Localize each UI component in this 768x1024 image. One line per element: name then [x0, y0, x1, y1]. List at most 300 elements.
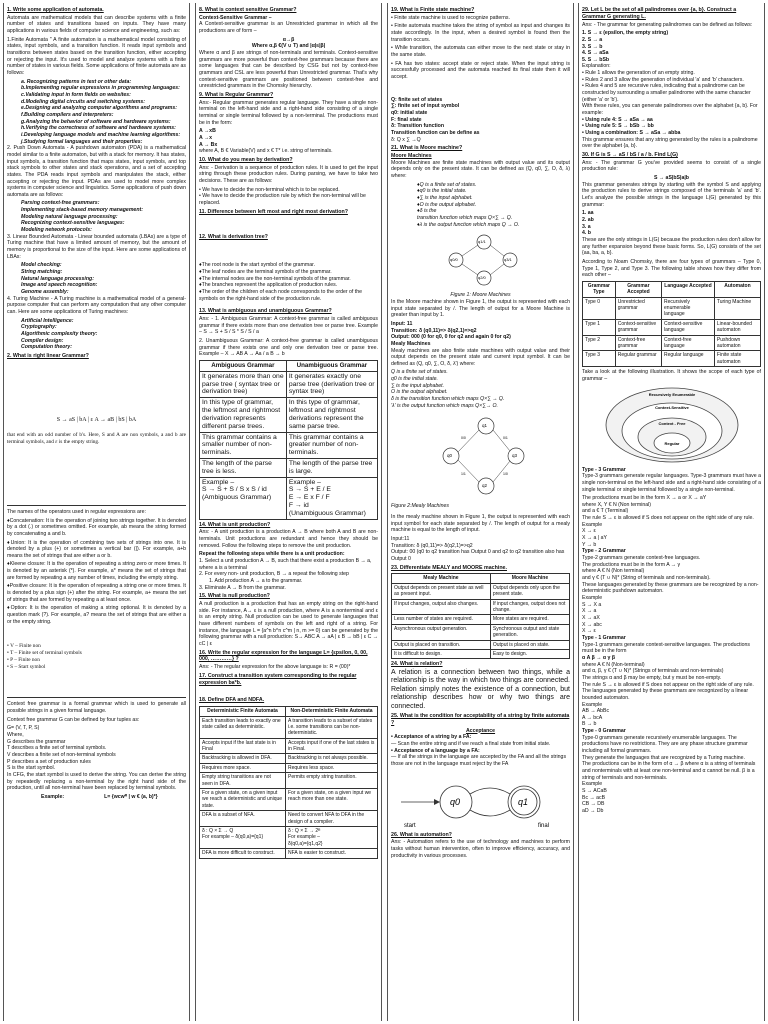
type3-title: Type - 3 Grammar [582, 466, 626, 473]
list-item: ♦The leaf nodes are the terminal symbols of the grammar. [199, 268, 332, 275]
table-row [583, 335, 761, 351]
example-line: X → a | aY [582, 535, 607, 542]
table-cell: DFA is a subset of NFA. [200, 811, 286, 827]
rg-rule: A →x [199, 135, 213, 142]
table-row [200, 398, 378, 432]
table-cell: If input changes, output also changes. [392, 599, 491, 615]
list-item: h.Verifying the correctness of software and hardware systems: [21, 125, 176, 132]
re-intro: The names of the operators used in regular expressions are: [7, 508, 146, 515]
table-row [200, 477, 378, 519]
pda-app-list [7, 200, 186, 233]
table-cell: It generates exactly one parse tree (derivation tree or syntax tree) [286, 371, 377, 397]
mealy-output: Output: 00 (q0 to q2 transition has Output 0 and q2 to q2 transition also has Output 0 [391, 549, 565, 562]
re-op-union: ♦Union: It is the operation of combining two sets of strings into one. It is denoted by a plus (+) or sometimes a vertical bar (|). For example, a+b means the set of strings that are either a or b. [7, 539, 186, 559]
table-cell: Output is placed on transition. [392, 640, 491, 649]
divider [7, 505, 186, 506]
example-line: CB → DB [582, 801, 605, 808]
explanation: Explanation: [582, 63, 611, 70]
table-cell: Less number of states are required. [392, 615, 491, 624]
list-item: ♦The root node is the start symbol of the grammar. [199, 262, 315, 269]
mealy-list [391, 369, 570, 409]
scope-text: Take a look at the following illustration. It shows the scope of each type of grammar – [582, 369, 761, 382]
mealy-example-text: In the mealy machine shown in Figure 1, the output is represented with each input symbol for each state separated by /. The length of output for a mealy machine is equal to the length of input. [391, 514, 570, 534]
list-item: O is the output alphabet. [391, 389, 448, 396]
table-row [200, 738, 378, 754]
list-item: Modeling natural language processing: [21, 213, 118, 220]
string-item: 4. b [582, 230, 591, 237]
automation-text: Ans: - Automation refers to the use of technology and machines to perform tasks without human intervention, often to improve efficiency, accuracy, and productivity in various processes. [391, 839, 570, 859]
list-item: ♦Q is a finite set of states. [417, 181, 477, 188]
q17-heading: 17. Construct a transition system corresponding to the regular expression ba*b. [199, 672, 357, 686]
type0-title: Type - 0 Grammar [582, 728, 626, 735]
cfg-where: Where, [7, 732, 24, 739]
list-item: transition function which maps Q×∑ → Q. [417, 214, 513, 221]
explanation: • Rules 4 and 5 are recursive rules, indicating that a palindrome can be constructed by surrounding a smaller palindrome with the same character (either 'a' or 'b'). [582, 83, 751, 103]
list-item: ♦q0 is the initial state. [417, 188, 467, 195]
type2-line: and γ € (T ∪ N)* (String of terminals and non-terminals). [582, 575, 711, 582]
list-item: ♦∑ is the input alphabet. [417, 194, 473, 201]
svg-text:0/0: 0/0 [460, 436, 466, 441]
unit-production-repeat: Repeat the following steps while there is a unit production: [199, 551, 345, 558]
column-4 [578, 3, 765, 1021]
list-item: Parsing context-free grammars: [21, 200, 100, 207]
tm-app-list [7, 318, 186, 351]
lba-text: 3. Linear Bounded Automata - Linear bounded automata (LBAs) are a type of Turing machine that have a limited amount of memory, but the amount of memory is proportional to the size of the input. Here are some applications of LBAs: [7, 233, 186, 260]
explanation: • Using a combination: S → aSa → abba [582, 130, 681, 137]
svg-text:q2/0: q2/0 [477, 275, 486, 281]
q12-heading: 12. What is derivation tree? [199, 234, 268, 241]
type3-line: where X, Y € N (Non terminal) [582, 501, 652, 508]
string-item: 1. aa [582, 210, 594, 217]
table-cell: Type 3 [583, 351, 616, 367]
list-item: Recognizing context-sensitive languages: [21, 220, 125, 227]
table-cell: The length of the parse tree is large. [286, 458, 377, 477]
table-row [392, 649, 570, 658]
table-cell: This grammar contains a greater number of non-terminals. [286, 432, 377, 458]
csg-title: Context-Sensitive Grammar – [199, 14, 272, 21]
list-item: ♦The branches represent the application of production rules. [199, 282, 338, 289]
list-item: j.Studying formal languages and their properties: [21, 138, 143, 145]
list-item: Artificial Intelligence: [21, 317, 74, 324]
derivation-point: • We have to decide the non-terminal which is to be replaced. [199, 186, 340, 193]
list-item: Compiler design: [21, 337, 64, 344]
q10-heading: 10. What do you mean by derivation? [199, 157, 293, 163]
table-header: Unambiguous Grammar [286, 360, 377, 371]
type3-text: Type-3 grammars generate regular languages. Type-3 grammars must have a single non-terminal on the left-hand side and a right-hand side consisting of a single terminal or single terminal followed by a single non-terminal. [582, 473, 761, 493]
pda-text: 2. Push Down Automata - A pushdown automaton (PDA) is a mathematical model similar to a finite automaton, but with a stack for memory. It has states, input symbols, a transition function that maps states, input symbols, and top stack symbols to other states and stack operations, and a set of accepting states. The PDA reads input symbols and manipulates the stack, either accepting or rejecting the input. PDAs are used to model more complex systems in computer science and linguistics. Some applications of push down automata are as follows: [7, 145, 186, 198]
re-op-kleene: ♦Kleene closure: It is the operation of repeating a string zero or more times. It is denoted by an asterisk (*). For example, a* means the set of strings that are formed by repeating a any number of times, including the empty string. [7, 561, 186, 581]
svg-text:q1: q1 [481, 423, 487, 429]
rule: 2. S → a [582, 36, 603, 43]
table-row [392, 583, 570, 599]
table-row [200, 811, 378, 827]
example-line: S → X a [582, 601, 602, 608]
table-cell: Need to convert NFA to DFA in the design of a compiler. [285, 811, 377, 827]
rg-rule: A → Bx [199, 141, 218, 148]
type1-title: Type - 1 Grammar [582, 634, 626, 641]
q14-heading: 14. What is unit production? [199, 521, 271, 528]
mealy-machine-diagram [431, 411, 531, 501]
string-item: 2. ab [582, 217, 594, 224]
cfg-tuple: G= (V, T, P, S) [7, 725, 40, 732]
table-cell: In this type of grammar, leftmost and rightmost derivations represent the same parse tree. [286, 398, 377, 432]
type1-line: The rule S → ε is allowed if S does not appear on the right side of any rule. The languages generated by these grammars are recognized by a linear bounded automaton. [582, 681, 754, 701]
q30-heading: 30. If G is S → aS / bS / a / b. Find L(G) [582, 152, 678, 158]
example-line: Example [582, 595, 603, 601]
acceptance-item: — If all the strings in the language are accepted by the FA and all the strings those are not in the language must reject by the FA [391, 754, 567, 767]
chomsky-intro: According to Noam Chomsky, there are four types of grammars – Type 0, Type 1, Type 2, and Type 3. The following table shows how they differ from each other – [582, 258, 761, 279]
example-language: L= {wcwᴿ | w € (a, b)*} [104, 793, 158, 800]
type1-line: The strings α and β may be empty, but γ must be non-empty. [582, 674, 722, 681]
list-item: g.Analyzing the behavior of software and hardware systems: [21, 118, 171, 125]
list-item: ♦λ is the output function which maps Q → O. [417, 221, 520, 228]
svg-text:0/1: 0/1 [502, 436, 508, 441]
table-row [583, 351, 761, 367]
column-2 [195, 3, 382, 1021]
relation-text: A relation is a connection between two things, while a relationship is the way in which two things are connected. Relation simply notes the existence of a connection, but relationship describes how or why two things are connected. [391, 669, 570, 710]
svg-text:q3/1: q3/1 [503, 257, 512, 263]
list-item: d.Modeling digital circuits and switching systems: [21, 98, 145, 105]
table-row [392, 615, 570, 624]
list-item: δ is the transition function which maps Q×∑ → Q. [391, 396, 505, 403]
table-cell: Output is placed on state. [490, 640, 569, 649]
figure-2-caption: Figure 2:Mealy Machines [391, 503, 449, 510]
table-cell: In this type of grammar, the leftmost and rightmost derivation represents different parse trees. [200, 398, 287, 432]
table-cell: Finite state automaton [714, 351, 760, 367]
table-cell: δ : Q × Σ → Q For example – δ(q0,a)={q1} [200, 827, 286, 849]
table-cell: For a given state, on a given input we reach a deterministic and unique state. [200, 789, 286, 811]
list-item: 'λ' is the output function which maps Q×∑→ O. [391, 402, 498, 409]
q23-heading: 23. Differentiate MEALY and MOORE machine. [391, 564, 507, 571]
right-linear-grammar: S → aS | bA | ε A → aB | bS | bA [56, 416, 137, 423]
type2-line: The productions must be in the form A → γ [582, 561, 681, 568]
svg-text:q1/1: q1/1 [477, 239, 486, 245]
list-item: i.Developing language models and machine learning algorithms: [21, 131, 181, 138]
type2-line: Type-2 grammars generate context-free languages. [582, 555, 701, 562]
table-cell: Recursively enumerable language [662, 297, 715, 319]
q1-heading: 1. Write some application of automata. [7, 7, 104, 13]
table-cell: Asynchronous output generation. [392, 624, 491, 640]
table-cell: NFA is easier to construct. [285, 849, 377, 858]
legend-item: • V – Finite non [7, 643, 41, 650]
svg-text:q2: q2 [481, 483, 487, 489]
table-cell: Context-sensitive grammar [615, 319, 661, 335]
regular-grammar-text: Ans:- Regular grammar generates regular language. They have a single non-terminal on the left-hand side and a right-hand side consisting of a single terminal or single terminal followed by a non-terminal. The productions must be in the form: [199, 99, 378, 126]
type1-line: where A € N (Non-terminal) [582, 661, 645, 668]
table-cell: Context-sensitive language [662, 319, 715, 335]
example-line: Example [582, 701, 603, 708]
table-cell: This grammar contains a smaller number of non-terminals. [200, 432, 287, 458]
rule: 5. S → bSb [582, 56, 610, 63]
fsm-point: • While transition, the automata can either move to the next state or stay in the same state. [391, 45, 570, 59]
example-line: A → bcA [582, 714, 603, 721]
q30-answer: Ans: - The grammar G you've provided seems to consist of a single production rule: [582, 159, 761, 173]
list-item: 1. Select a unit production A → B, such that there exist a production B → a, where a is a terminal [199, 558, 372, 571]
palindrome-intro: Ans: - The grammar for generating palindromes can be defined as follows: [582, 21, 753, 28]
rg-rule: A →xB [199, 128, 216, 135]
tuple-item: F: final state [391, 116, 422, 123]
column-1 [3, 3, 190, 1021]
svg-text:1/1: 1/1 [460, 472, 466, 477]
table-cell: A transition leads to a subset of states i.e. some transitions can be non-deterministic. [285, 716, 377, 738]
unit-production-text: Ans: - A unit production is a production A → B where both A and B are non-terminals. Unit productions are redundant and hence they should be removed. Follow the following steps to remove the unit production. [199, 529, 378, 549]
finite-automata-text: 1.Finite Automata " A finite automaton is a mathematical model consisting of states, input symbols, and a transition function. It reads input symbols and transitions between states based on the transition function, either accepting or rejecting the input. It's used to model and analyze systems with a finite number of states in various fields. Some applications of finite automata are as follows: [7, 36, 186, 77]
example-line: S → ACaB [582, 788, 607, 795]
table-cell: It is difficult to design. [392, 649, 491, 658]
string-item: 3. a [582, 223, 591, 230]
table-row [200, 432, 378, 458]
moore-machine-diagram [436, 230, 526, 290]
explanation: • Rule 1 allows the generation of an empty string. [582, 70, 695, 77]
explanation: • Using rule 4: S → aSa → aa [582, 116, 653, 123]
list-item: ♦O is the output alphabet. [417, 201, 477, 208]
table-cell: Type 0 [583, 297, 616, 319]
moore-text: Moore Machines are finite state machines with output value and its output depends only on the present state. It can be defined as (Q, q0, ∑, O, δ, λ) where: [391, 159, 570, 179]
cfg-text-2: Context free grammar G can be defined by four tuples as: [7, 716, 140, 723]
q30-conclusion: These are the only strings in L(G) because the production rules don't allow for any further expansion beyond these basic forms. So, L(G) consists of the set {aa, ba, a, b}. [582, 236, 761, 257]
grammar-note: that end with an odd number of b's. Here, S and A are non symbols, a and b are terminal symbols, and ε is the empty string. [7, 432, 186, 446]
list-item: 1. Add production A → a to the grammar. [209, 577, 303, 584]
table-row [200, 716, 378, 738]
re-op-concat: ♦Concatenation: It is the operation of joining two strings together. It is denoted by a dot (.) or sometimes omitted. For example, ab means the string formed by concatenating a and b. [7, 517, 186, 537]
table-row [583, 319, 761, 335]
table-header: Automaton [714, 281, 760, 297]
explanation: With these rules, you can generate palindromes over the alphabet {a, b}. For example: [582, 103, 758, 117]
svg-text:1/0: 1/0 [502, 472, 508, 477]
table-cell: Output depends only upon the present state. [490, 583, 569, 599]
mealy-input: Input:11 [391, 536, 410, 543]
table-row [583, 297, 761, 319]
example-line: Example [582, 781, 603, 788]
example-line: X → ε [582, 628, 596, 635]
list-item: q0 is the initial state. [391, 376, 439, 383]
type1-line: and α, β, γ € (T ∪ N)* (Strings of terminals and non-terminals) [582, 668, 724, 675]
rg-where: where A, B € Variable(V) and x € T* i.e. string of terminals. [199, 148, 333, 155]
table-cell: Backtracking is allowed in DFA. [200, 754, 286, 763]
list-item: Genome assembly: [21, 289, 69, 296]
fsm-point: • FA has two states: accept state or reject state. When the input string is successfully processed and the automata reached its final state then it will accept. [391, 60, 570, 81]
acceptance-fsm-diagram [396, 770, 566, 830]
lba-app-list [7, 262, 186, 295]
table-cell: Each transition leads to exactly one state called as deterministic. [200, 716, 286, 738]
moore-list [391, 182, 570, 229]
explanation: • Using rule 5: S → bSb → bb [582, 123, 654, 130]
cfg-item: V describes a finite set of non-terminal symbols [7, 752, 116, 759]
table-cell: Accepts input if the last state is in Final [200, 738, 286, 754]
explanation: • Rules 2 and 3 allow the generation of individual 'a' and 'b' characters. [582, 76, 744, 83]
q18-heading: 18. Define DFA and NDFA. [199, 697, 265, 704]
ambiguity-table [199, 360, 378, 520]
list-item: Model checking: [21, 262, 62, 269]
q25-heading: 25. What is the condition for acceptability of a string by finite automata ? [391, 713, 570, 726]
unambiguous-text: 2. Unambiguous Grammar: A context-free grammar is called unambiguous grammar if there exists one and only one derivation tree or parse tree. Example – X → AB A → Aa / a B → b [199, 337, 378, 358]
csg-rule-where: Where α,β €(V ∪ T) and |α|≤|β| [251, 43, 326, 50]
acceptance-item: — Scan the entire string and if we reach a final state from initial state. [391, 740, 551, 747]
mealy-transition: Transition: δ (q0,11)=> δ(q2,1)=>q2 [391, 542, 473, 549]
svg-text:q1: q1 [517, 796, 528, 807]
table-cell: Backtracking is not always possible. [285, 754, 377, 763]
table-row [200, 773, 378, 789]
table-cell: For a given state, on a given input we reach more than one state. [285, 789, 377, 811]
legend-item: • P – Finite non [7, 656, 40, 663]
re-op-positive: ♦Positive closure: It is the operation of repeating a string one or more times. It is denoted by a plus sign (+) after the string. For example, a+ means the set of strings that are formed by repeating a at least once. [7, 583, 186, 603]
table-cell: Synchronous output and state generation. [490, 624, 569, 640]
q11-heading: 11. Difference between left most and right most derivation? [199, 208, 348, 215]
cfg-item: G describes the grammar [7, 738, 66, 745]
svg-text:Recursively Enumerable: Recursively Enumerable [648, 391, 695, 397]
chomsky-table [582, 281, 761, 367]
svg-text:Regular: Regular [664, 440, 679, 446]
csg-intro: A Context-sensitive grammar is an Unrestricted grammar in which all the productions are of form – [199, 21, 378, 35]
table-row [200, 827, 378, 849]
table-cell: Example – S → S + S / S x S / id (Ambiguous Grammar) [200, 477, 287, 519]
q30-rule: S → aS|bS|a|b [654, 175, 689, 182]
type0-line: Type-0 grammars generate recursively enumerable languages. The productions have no restrictions. They are any phase structure grammar including all formal grammars. [582, 734, 748, 755]
table-row [200, 789, 378, 811]
q2-heading: 2. What is right linear Grammar? [7, 352, 89, 359]
table-cell: Context-free grammar [615, 335, 661, 351]
list-item: Implementing stack-based memory management: [21, 207, 143, 214]
start-label: start [403, 822, 416, 829]
example-line: B → b [582, 721, 597, 728]
svg-text:q0/0: q0/0 [449, 257, 458, 263]
list-item: Image and speech recognition: [21, 282, 98, 289]
list-item: Natural language processing: [21, 275, 94, 282]
fa-tuple [391, 97, 570, 144]
mealy-title: Mealy Machines [391, 340, 431, 347]
null-production-text: A null production is a production that has an empty string on the right-hand side. For instance, A→ ε is a null production, where A is a nonterminal and ε is an empty string. Null production can be used to generate languages that have different numbers of symbols on the left and right of a string. For instance, the language L = {a^n b^n c^m | n, m >= 0} can be generated by the following grammar with a null production: S→ ABC A → aA | ε B → bB | ε C → cC | ε [199, 601, 378, 647]
list-item: e.Designing and analyzing computer algorithms and programs: [21, 105, 177, 112]
q9-heading: 9. What is Regular Grammar? [199, 91, 274, 98]
svg-text:Context-Sensitive: Context-Sensitive [654, 404, 689, 410]
q13-heading: 13. What is ambiguous and unambiguous Grammar? [199, 308, 332, 315]
type1-line: Type-1 grammars generate context-sensitive languages. The productions must be in the form [582, 641, 751, 655]
table-header: Grammar Accepted [615, 281, 661, 297]
legend-item: • S – Start symbol [7, 663, 46, 670]
acceptance-title: Acceptance [465, 727, 496, 734]
list-item: Modeling network protocols: [21, 227, 92, 234]
example-line: X → abc [582, 621, 602, 628]
table-cell: The length of the parse tree is less. [200, 458, 287, 477]
list-item: ∑ is the input alphabet. [391, 382, 445, 389]
tuple-item: Transition function can be define as [391, 129, 480, 136]
cfg-example [7, 794, 186, 801]
turing-text: 4. Turing Machine - A Turing machine is a mathematical model of a general-purpose computer that can perform any computation that any other computer can. Here are some applications of Turing machines: [7, 295, 186, 315]
csg-rule: α→β [282, 36, 295, 43]
divider [7, 697, 186, 698]
type2-line: where A € N (Non terminal) [582, 568, 645, 575]
table-row [392, 624, 570, 640]
list-item: Q is a finite set of states. [391, 369, 448, 376]
q15-heading: 15. What is null production? [199, 593, 270, 600]
tuple-item: ∑: finite set of input symbol [391, 103, 460, 110]
table-cell: Requires more space. [200, 763, 286, 772]
derivation-text: Ans: - Derivation is a sequence of production rules. It is used to get the input string through these production rules. During parsing, we have to take two decisions. These are as follows: [199, 164, 378, 185]
q8-heading: 8. What is context sensitive Grammar? [199, 7, 297, 13]
chomsky-hierarchy-diagram [602, 385, 742, 465]
type3-line: The productions must be in the form X → a or X → aY [582, 495, 707, 502]
rule: 3. S → b [582, 43, 603, 50]
tuple-item: δ: Transition function [391, 123, 444, 130]
example-label: Example: [41, 793, 65, 800]
type0-line: They generate the languages that are recognized by a Turing machine. [582, 754, 745, 761]
table-cell: Type 2 [583, 335, 616, 351]
mealy-text: Mealy machines are also finite state machines with output value and their output depends on the present state and current input symbol. It can be defined as (Q, q0, ∑, O, δ, λ') where: [391, 347, 570, 367]
type2-line: These languages generated by these grammars are be recognized by a non-deterministic pushdown automaton. [582, 581, 759, 595]
type3-line: The rule S → ε is allowed if S does not appear on the right side of any rule. [582, 515, 754, 522]
acceptance-item: • Acceptance of a language by a FA: [391, 747, 480, 754]
table-cell: Accepts input if one of the last states is in Final. [285, 738, 377, 754]
table-header: Grammar Type [583, 281, 616, 297]
type3-line: and a € T (Terminal) [582, 508, 629, 515]
table-header: Ambiguous Grammar [200, 360, 287, 371]
cfg-text-1: Context free grammar is a formal grammar which is used to generate all possible strings in a given formal language. [7, 701, 186, 715]
derivation-point: • We have to decide the production rule by which the non-terminal will be replaced. [199, 193, 366, 207]
table-cell: Linear-bounded automaton [714, 319, 760, 335]
cfg-item: T describes a finite set of terminal symbols. [7, 745, 107, 752]
q29-heading: 29. Let L be the set of all palindromes over {a, b}. Construct a Grammar G generating L. [582, 7, 737, 20]
svg-text:q3: q3 [511, 453, 517, 459]
list-item: c.Validating input in form fields on websites: [21, 91, 131, 98]
table-header: Moore Machine [490, 574, 569, 583]
table-cell: Output depends on present state as well as present input. [392, 583, 491, 599]
table-cell: DFA is more difficult to construct. [200, 849, 286, 858]
regex-answer: Ans: - The regular expression for the above language is: R = (00)* [199, 664, 351, 671]
tuple-item: δ: Q x ∑ →Q [391, 136, 421, 143]
mealy-moore-table [391, 573, 570, 659]
table-cell: Pushdown automaton [714, 335, 760, 351]
type1-line: α A β → α γ β [582, 654, 615, 661]
table-header: Language Accepted [662, 281, 715, 297]
list-item: Cryptography: [21, 324, 57, 331]
table-cell: If input changes, output does not change. [490, 599, 569, 615]
list-item: 2. For every non- unit production, B → a repeat the following step [199, 571, 349, 578]
fsm-point: • Finite automata machine takes the string of symbol as input and changes its state accordingly. In the input, when a desired symbol is found then the transition occurs. [391, 23, 570, 43]
type2-title: Type - 2 Grammar [582, 548, 626, 555]
moore-title: Moore Machines [391, 153, 432, 160]
example-line: Y → b [582, 541, 597, 548]
svg-text:q0: q0 [449, 796, 460, 807]
example-line: AB → AbBc [582, 708, 610, 715]
moore-input: Input: 11 [391, 320, 413, 327]
table-cell: Easy to design. [490, 649, 569, 658]
fa-app-list [7, 79, 186, 146]
table-cell: δ : Q × Σ → 2ᴿ For example – δ(q0,a)={q1,q2} [285, 827, 377, 849]
list-item: Algorithmic complexity theory: [21, 330, 98, 337]
cfg-item: P describes a set of production rules [7, 758, 91, 765]
table-header: Mealy Machine [392, 574, 491, 583]
type0-line: The productions can be in the form of α → β where α is a string of terminals and nonterminals with at least one non-terminal and α cannot be null. β is a string of terminals and non-terminals. [582, 761, 756, 781]
legend [7, 643, 186, 670]
list-item: b.Implementing regular expressions in programming languages: [21, 85, 180, 92]
table-row [200, 458, 378, 477]
acceptance-item: • Acceptance of a string by a FA: [391, 734, 472, 741]
table-cell: Unrestricted grammar [615, 297, 661, 319]
moore-transition: Transition: δ (q0,11)=> δ(q2,1)=>q2 [391, 327, 477, 334]
cfg-text-3: In CFG, the start symbol is used to derive the string. You can derive the string by repeatedly replacing a non-terminal by the right hand side of the production, until all non-terminal have been replaced by terminal symbols. [7, 772, 186, 792]
list-item: f.Building compilers and interpreters: [21, 111, 114, 118]
list-item: ♦δ is the [417, 208, 437, 215]
table-row [392, 599, 570, 615]
table-row [200, 371, 378, 397]
example-line: X → ε [582, 528, 596, 535]
tree-points [199, 262, 378, 302]
table-cell: Example – S → S + E / E E → E x F / F F → id (Unambiguous Grammar) [286, 477, 377, 519]
moore-example-text: In the Moore machine shown in Figure 1, the output is represented with each input state separated by /. The length of output for a Moore Machine is greater than input by 1. [391, 298, 570, 319]
list-item: String matching: [21, 269, 63, 276]
ambiguous-text: Ans: - 1. Ambiguous Grammar: A context-free grammar is called ambiguous grammar if there exists more than one derivation tree or parse tree. Example – S → S + S / S * S / S / a [199, 315, 378, 336]
re-op-option: ♦Option: It is the operation of making a string optional. It is denoted by a question mark (?). For example, a? means the set of strings that are either a or the empty string. [7, 605, 186, 625]
